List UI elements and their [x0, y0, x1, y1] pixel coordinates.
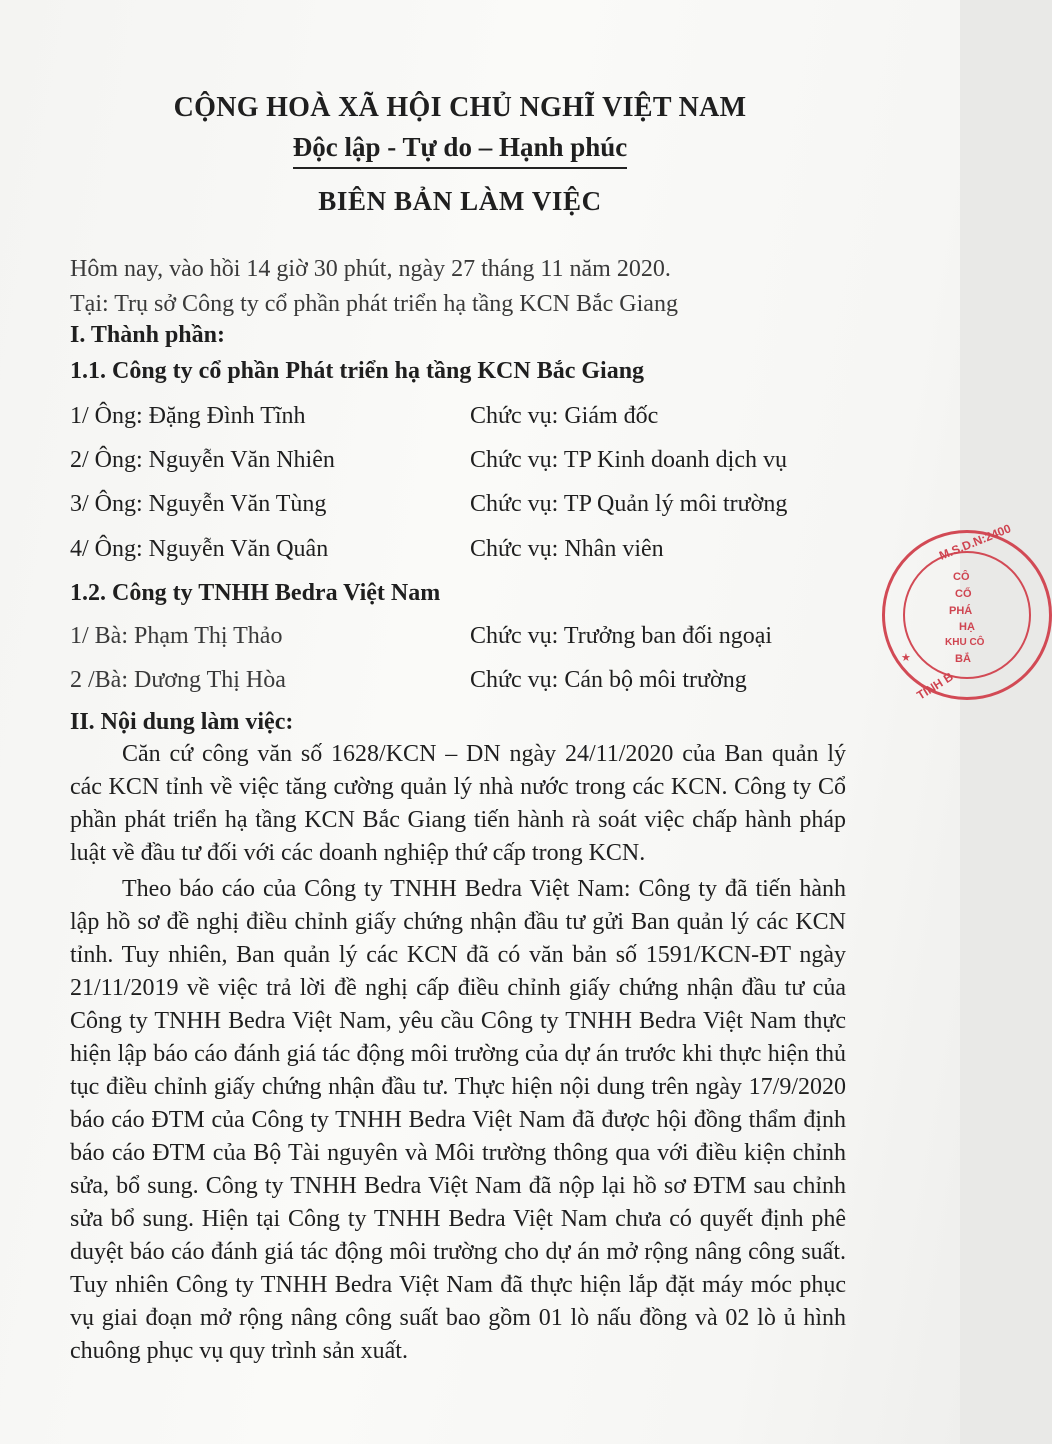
document-title: BIÊN BẢN LÀM VIỆC: [318, 186, 602, 216]
section1-heading: I. Thành phần:: [70, 322, 225, 348]
member-name: 2 /Bà: Dương Thị Hòa: [70, 667, 286, 693]
seal-line: CỔ: [955, 588, 972, 600]
member-role: Chức vụ: Trưởng ban đối ngoại: [470, 623, 773, 649]
national-title: CỘNG HOÀ XÃ HỘI CHỦ NGHĨ VIỆT NAM: [173, 92, 747, 123]
date-line: Hôm nay, vào hồi 14 giờ 30 phút, ngày 27 tháng 11 năm 2020.: [70, 256, 671, 282]
member-role: Chức vụ: TP Quản lý môi trường: [470, 491, 788, 517]
company-seal: [882, 521, 1052, 703]
member-name: 1/ Ông: Đặng Đình Tĩnh: [70, 403, 306, 429]
seal-line: BẮ: [955, 653, 971, 665]
section2-heading: II. Nội dung làm việc:: [70, 709, 294, 735]
seal-ring-text: TỈNH B: [914, 669, 956, 703]
seal-line: HẠ: [959, 621, 975, 633]
member-role: Chức vụ: TP Kinh doanh dịch vụ: [470, 447, 787, 473]
seal-line: PHÁ: [949, 605, 973, 617]
member-name: 2/ Ông: Nguyễn Văn Nhiên: [70, 447, 335, 473]
group2-heading: 1.2. Công ty TNHH Bedra Việt Nam: [70, 580, 441, 606]
seal-line: CÔ: [953, 571, 970, 583]
member-name: 4/ Ông: Nguyễn Văn Quân: [70, 536, 329, 562]
national-motto: Độc lập - Tự do – Hạnh phúc: [293, 130, 628, 169]
seal-line: KHU CÔ: [945, 637, 985, 648]
motto-wrapper: [0, 130, 920, 169]
body-paragraph: Theo báo cáo của Công ty TNHH Bedra Việt Nam: Công ty đã tiến hành lập hồ sơ đề nghị điều chỉnh giấy chứng nhận đầu tư gửi Ban quản lý các KCN tỉnh. Tuy nhiên, Ban quản lý các KCN đã có văn bản số 1591/KCN-ĐT ngày 21/11/2019 về việc trả lời đề nghị cấp điều chỉnh giấy chứng nhận đầu tư của Công ty TNHH Bedra Việt Nam, yêu cầu Công ty TNHH Bedra Việt Nam thực hiện lập báo cáo đánh giá tác động môi trường của dự án trước khi thực hiện thủ tục điều chỉnh giấy chứng nhận đầu tư. Thực hiện nội dung trên ngày 17/9/2020 báo cáo ĐTM của Công ty TNHH Bedra Việt Nam đã được hội đồng thẩm định báo cáo ĐTM của Bộ Tài nguyên và Môi trường thông qua với điều kiện chỉnh sửa, bổ sung. Công ty TNHH Bedra Việt Nam đã nộp lại hồ sơ ĐTM sau chỉnh sửa bổ sung. Hiện tại Công ty TNHH Bedra Việt Nam chưa có quyết định phê duyệt báo cáo đánh giá tác động môi trường cho dự án mở rộng nâng công suất. Tuy nhiên Công ty TNHH Bedra Việt Nam đã thực hiện lắp đặt máy móc phục vụ giai đoạn mở rộng nâng công suất bao gồm 01 lò nấu đồng và 02 lò ủ hình chuông phục vụ quy trình sản xuất.: [70, 876, 846, 1364]
location-line: Tại: Trụ sở Công ty cổ phần phát triển hạ tầng KCN Bắc Giang: [70, 291, 678, 317]
document-header: [0, 88, 920, 169]
member-name: 1/ Bà: Phạm Thị Thảo: [70, 623, 283, 649]
member-role: Chức vụ: Nhân viên: [470, 536, 664, 562]
body-paragraph: Căn cứ công văn số 1628/KCN – DN ngày 24/11/2020 của Ban quản lý các KCN tỉnh về việc tăng cường quản lý nhà nước trong các KCN. Công ty Cổ phần phát triển hạ tầng KCN Bắc Giang tiến hành rà soát việc chấp hành pháp luật về đầu tư đối với các doanh nghiệp thứ cấp trong KCN.: [70, 741, 846, 866]
seal-ring-text: M.S.D.N:2400: [937, 521, 1013, 563]
seal-star-icon: ★: [901, 652, 911, 664]
group1-heading: 1.1. Công ty cổ phần Phát triển hạ tầng KCN Bắc Giang: [70, 358, 645, 384]
member-role: Chức vụ: Cán bộ môi trường: [470, 667, 747, 693]
member-name: 3/ Ông: Nguyễn Văn Tùng: [70, 491, 327, 517]
member-role: Chức vụ: Giám đốc: [470, 403, 659, 429]
